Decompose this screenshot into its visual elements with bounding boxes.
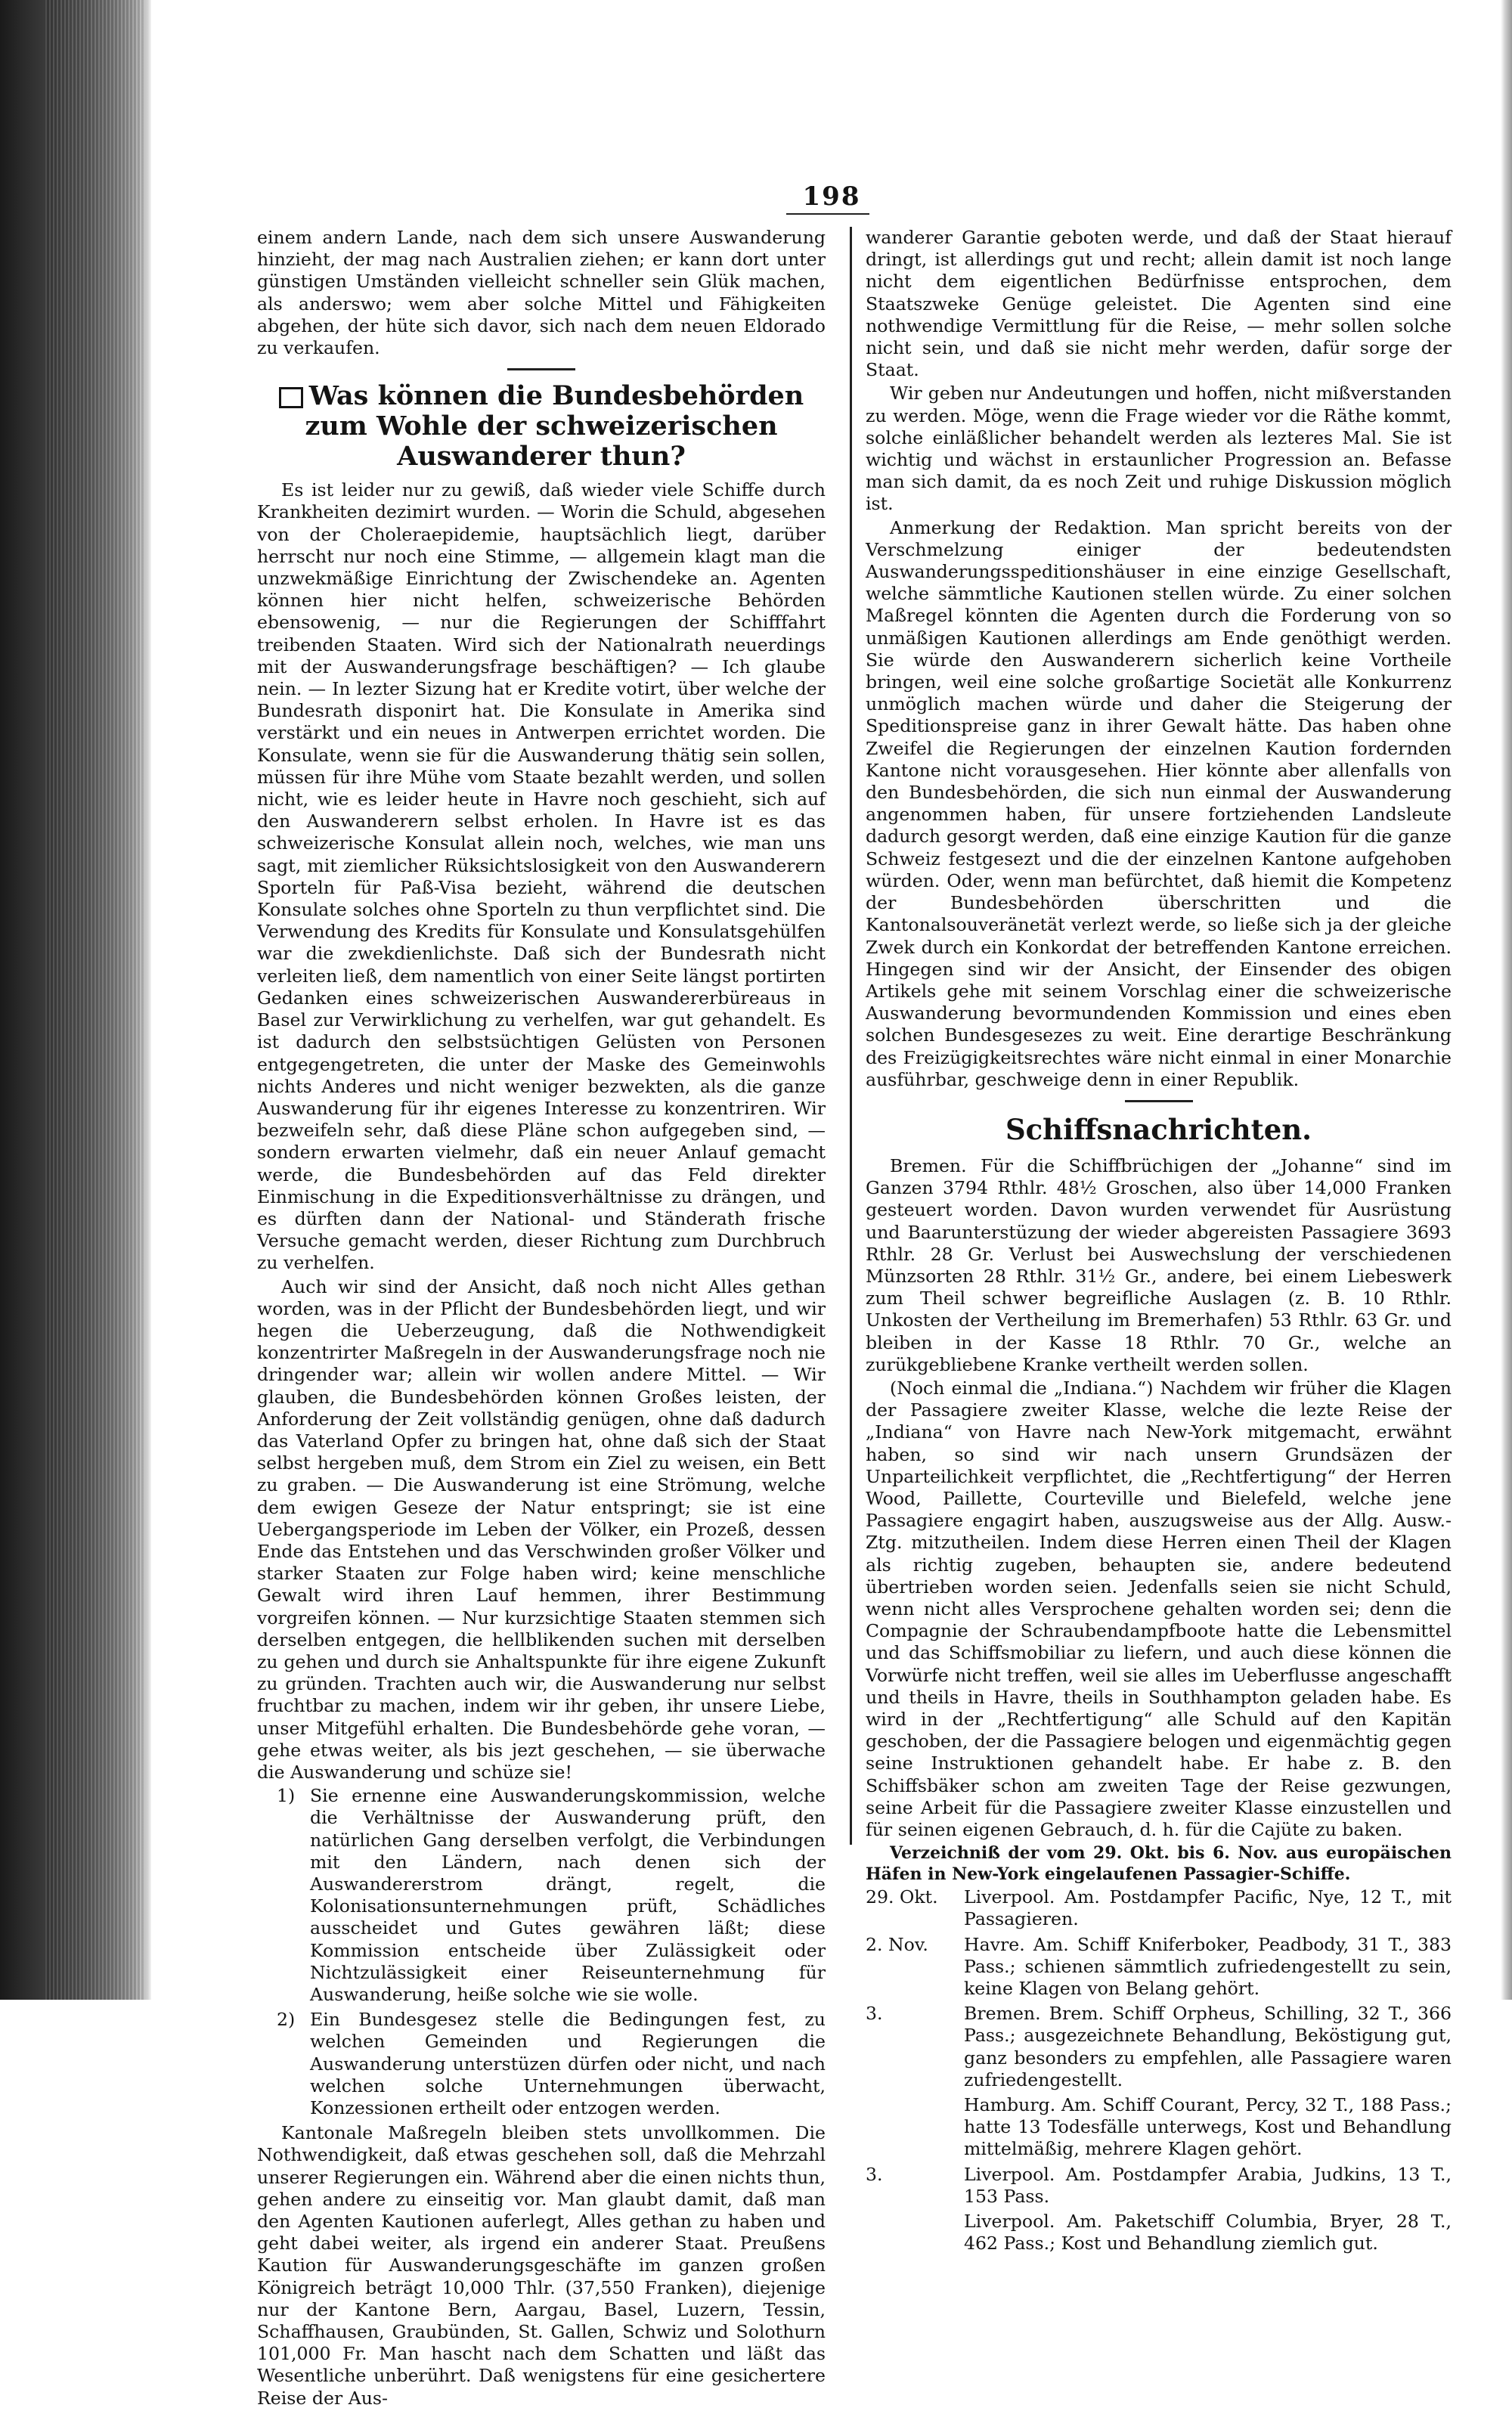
list-item (277, 1785, 826, 2006)
article-paragraph: Auch wir sind der Ansicht, daß noch nicht Alles gethan worden, was in der Pflicht der Bundesbehörden liegt, und wir hegen die Ueberzeugung, daß die Nothwendigkeit konzentrirter Maßregeln in der Auswanderungsfrage noch nie dringender war; allein wir wollen andere Mittel. — Wir glauben, die Bundesbehörden können Großes leisten, der Anforderung der Zeit vollständig genügen, ohne daß dadurch das Vaterland Opfer zu bringen hat, ohne daß sich der Staat selbst hergeben muß, dem Strom ein Ziel zu weisen, ein Bett zu graben. — Die Auswanderung ist eine Strömung, welche dem ewigen Geseze der Natur entspringt; sie ist eine Uebergangsperiode im Leben der Völker, ein Prozeß, dessen Ende das Entstehen und das Verschwinden großer Völker und starker Staaten zur Folge haben wird; keine menschliche Gewalt wird ihren Lauf hemmen, ihrer Bestimmung vorgreifen können. — Nur kurzsichtige Staaten stemmen sich derselben entgegen, die hellblikenden suchen mit derselben zu gehen und durch sie Anhaltspunkte für ihre eigene Zukunft zu gründen. Trachten auch wir, die Auswanderung nur selbst fruchtbar zu machen, indem wir ihr geben, ihr unsere Liebe, unser Mitgefühl erhalten. Die Bundesbehörde gehe voran, — gehe etwas weiter, als bis jezt geschehen, — sie überwache die Auswanderung und schüze sie! (257, 1275, 826, 1783)
page-number: 198 (802, 181, 861, 212)
article-paragraph: Es ist leider nur zu gewiß, daß wieder viele Schiffe durch Krankheiten dezimirt wurden. — Worin die Schuld, abgesehen von der Choleraepidemie, hauptsächlich liegt, darüber herrscht nur noch eine Stimme, — allgemein klagt man die unzwekmäßige Einrichtung der Zwischendeke an. Agenten können hier nicht helfen, schweizerische Behörden ebensowenig, — nur die Regierungen der Schifffahrt treibenden Staaten. Wird sich der Nationalrath neuerdings mit der Auswanderungsfrage beschäftigen? — Ich glaube nein. — In lezter Sizung hat er Kredite votirt, über welche der Bundesrath disponirt hat. Die Konsulate in Amerika sind verstärkt und ein neues in Antwerpen errichtet worden. Die Konsulate, wenn sie für die Auswanderung thätig sein sollen, müssen für ihre Mühe vom Staate bezahlt werden, und sollen nicht, wie es leider heute in Havre noch geschieht, sich auf den Auswanderern selbst erholen. In Havre ist es das schweizerische Konsulat allein noch, welches, wie man uns sagt, mit ziemlicher Rüksichtslosigkeit von den Auswanderern Sporteln für Paß-Visa bezieht, während die deutschen Konsulate solches ohne Sporteln zu thun verpflichtet sind. Die Verwendung des Kredits für Konsulate und Konsulatsgehülfen war die zwekdienlichste. Daß sich der Bundesrath nicht verleiten ließ, dem namentlich von einer Seite längst portirten Gedanken eines schweizerischen Auswandererbüreaus in Basel zur Verwirklichung zu verhelfen, war gut gehandelt. Es ist dadurch den selbstsüchtigen Gelüsten von Personen entgegengetreten, die unter der Maske des Gemeinwohls nichts Anderes und nicht weniger bezwekten, als die ganze Auswanderung für ihr eigenes Interesse zu konzentriren. Wir bezweifeln sehr, daß diese Pläne schon aufgegeben sind, — sondern erwarten vielmehr, daß ein neuer Anlauf gemacht werde, die Bundesbehörden auf das Feld direkter Einmischung in die Expeditionsverhältnisse zu drängen, und es dürften dann der National- und Ständerath frische Versuche gemacht werden, dieser Richtung zum Durchbruch zu verhelfen. (257, 479, 826, 1274)
page-edges (45, 0, 144, 2000)
news-paragraph: (Noch einmal die „Indiana.“) Nachdem wir früher die Klagen der Passagiere zweiter Klasse, welche die lezte Reise der „Indiana“ von Havre nach New-York mitgemacht, erwähnt haben, so sind wir nach unsern Grundsäzen der Unparteilichkeit verpflichtet, die „Rechtfertigung“ der Herren Wood, Paillette, Courteville und Bielefeld, welche jene Passagiere engagirt haben, auszugsweise aus der Allg. Ausw.-Ztg. mitzutheilen. Indem diese Herren einen Theil der Klagen als richtig zugeben, behaupten sie, andere bedeutend übertrieben worden seien. Jedenfalls seien sie nicht Schuld, wenn nicht alles Versprochene gehalten worden sei; denn die Compagnie der Schraubendampfboote hatte die Lebensmittel und das Schiffsmobiliar zu liefern, und auch diese können die Vorwürfe nicht treffen, weil sie alles im Ueberflusse angeschafft und theils in Havre, theils in Southhampton geladen habe. Es wird in der „Rechtfertigung“ alle Schuld auf den Kapitän geschoben, der die Passagiere belogen und eigenmächtig gegen seine Instruktionen gehandelt habe. Er habe z. B. den Schiffsbäker schon am zweiten Tage der Reise gezwungen, seine Arbeit für die Passagiere zweiter Klasse einzustellen und für seinen eigenen Gebrauch, d. h. für die Cajüte zu baken. (866, 1377, 1452, 1841)
ship-text: Bremen. Brem. Schiff Orpheus, Schilling, 32 T., 366 Pass.; ausgezeichnete Behandlung, Beköstigung gut, ganz besonders zu empfehlen, alle Passagiere waren zufriedengestellt. (964, 2003, 1452, 2090)
page-number-underline (786, 213, 869, 215)
checkbox-square-icon (279, 387, 303, 408)
ship-entry (866, 1934, 1452, 2000)
ship-date: 2. Nov. (866, 1933, 928, 1955)
right-column (866, 227, 1452, 2258)
closing-paragraph: Kantonale Maßregeln bleiben stets unvollkommen. Die Nothwendigkeit, daß etwas geschehen soll, daß die Mehrzahl unserer Regierungen ein. Während aber die einen nichts thun, gehen andere zu einseitig vor. Man glaubt damit, daß man den Agenten Kautionen auferlegt, Alles gethan zu haben und geht dabei weiter, als irgend ein anderer Staat. Preußens Kaution für Auswanderungsgeschäfte im ganzen großen Königreich beträgt 10,000 Thlr. (37,550 Franken), diejenige nur der Kantone Bern, Aargau, Basel, Luzern, Tessin, Schaffhausen, Graubünden, St. Gallen, Schwiz und Solothurn 101,000 Fr. Man hascht nach dem Schatten und läßt das Wesentliche unberührt. Daß wenigstens für eine gesichertere Reise der Aus- (257, 2122, 826, 2409)
ship-entry (866, 2164, 1452, 2208)
page-right-edge (1501, 0, 1512, 2000)
ship-date: 3. (866, 2003, 883, 2025)
book-spine-shadow (0, 0, 151, 2000)
list-item (277, 2009, 826, 2119)
intro-paragraph: einem andern Lande, nach dem sich unsere Auswanderung hinzieht, der mag nach Australien ziehen; er kann dort unter günstigen Umständen vielleicht schneller sein Glük machen, als anderswo; wem aber solche Mittel und Fähigkeiten abgehen, der hüte sich davor, sich nach dem neuen Eldorado zu verkaufen. (257, 227, 826, 359)
section-separator (507, 368, 575, 370)
headline-text: Was können die Bundesbehörden zum Wohle der schweizerischen Auswanderer thun? (305, 380, 804, 473)
article-paragraph: Wir geben nur Andeutungen und hoffen, nicht mißverstanden zu werden. Möge, wenn die Frage wieder vor die Räthe kommt, solche einläßlicher behandelt werden als lezteres Mal. Sie ist wichtig und wächst in erstaunlicher Progression an. Befasse man sich damit, da es noch Zeit und ruhige Diskussion möglich ist. (866, 383, 1452, 515)
section-title: Schiffsnachrichten. (1005, 1112, 1312, 1146)
ship-list (866, 1886, 1452, 2255)
ship-text: Havre. Am. Schiff Kniferboker, Peadbody, 31 T., 383 Pass.; schienen sämmtlich zufriedengestellt zu sein, keine Klagen von Belang gehört. (964, 1933, 1452, 2000)
left-column (257, 227, 826, 2411)
proposal-list (257, 1785, 826, 2119)
ship-text: Hamburg. Am. Schiff Courant, Percy, 32 T., 188 Pass.; hatte 13 Todesfälle unterwegs, Kost und Behandlung mittelmäßig, mehrere Klagen gehört. (964, 2094, 1452, 2160)
editorial-note: Anmerkung der Redaktion. Man spricht bereits von der Verschmelzung einiger der bedeutendsten Auswanderungsspeditionshäuser in eine einzige Gesellschaft, welche sämmtliche Kautionen stellen würde. Zu einer solchen Maßregel könnten die Agenten durch die Forderung von so unmäßigen Kautionen allerdings am Ende genöthigt werden. Sie würde den Auswanderern sicherlich keine Vortheile bringen, weil eine solche großartige Societät alle Konkurrenz unmöglich machen würde und daher die Steigerung der Speditionspreise ganz in ihrer Gewalt hätte. Das haben ohne Zweifel die Regierungen der einzelnen Kaution fordernden Kantone nicht vorausgesehen. Hier könnte aber allenfalls von den Bundesbehörden, die sich nun einmal der Auswanderung angenommen haben, für unsere fortziehenden Landsleute dadurch gesorgt werden, daß eine einzige Kaution für die ganze Schweiz festgesezt und die der einzelnen Kantone aufgehoben würden. Oder, wenn man befürchtet, daß hiemit die Kompetenz der Bundesbehörden überschritten und die Kantonalsouveränetät verlezt werde, so ließe sich ja der gleiche Zwek durch ein Konkordat der betreffenden Kantone erreichen. Hingegen sind wir der Ansicht, der Einsender des obigen Artikels gehe mit seinem Vorschlag einer die schweizerische Auswanderung bevormundenden Kommission und eines eben solchen Bundesgesezes zu weit. Eine derartige Beschränkung des Freizügigkeitsrechtes wäre nicht einmal in einer Monarchie ausführbar, geschweige denn in einer Republik. (866, 516, 1452, 1090)
ship-date: 3. (866, 2163, 883, 2185)
ship-entry (866, 2211, 1452, 2255)
list-number: 2) (277, 2009, 296, 2031)
list-text: Ein Bundesgesez stelle die Bedingungen fest, zu welchen Gemeinden und Regierungen die Auswanderung unterstüzen dürfen oder nicht, und nach welchen solche Unternehmungen überwacht, Konzessionen ertheilt oder entzogen werden. (310, 2009, 826, 2119)
article-headline (257, 381, 826, 472)
column-divider (850, 227, 852, 1845)
list-text: Sie ernenne eine Auswanderungskommission, welche die Verhältnisse der Auswanderung prüft, den natürlichen Gang derselben verfolgt, die Verbindungen mit den Ländern, nach denen sich der Auswandererstrom drängt, regelt, die Kolonisationsunternehmungen prüft, Schädliches ausscheidet und Gutes gewähren läßt; diese Kommission entscheide über Zulässigkeit oder Nichtzulässigkeit einer Reiseunternehmung für Auswanderung, heiße solche wie sie wolle. (310, 1785, 826, 2006)
ship-text: Liverpool. Am. Postdampfer Pacific, Nye, 12 T., mit Passagieren. (964, 1886, 1452, 1930)
ship-entry (866, 2003, 1452, 2091)
ship-text: Liverpool. Am. Postdampfer Arabia, Judkins, 13 T., 153 Pass. (964, 2163, 1452, 2207)
section-separator (1125, 1100, 1193, 1102)
news-paragraph: Bremen. Für die Schiffbrüchigen der „Johanne“ sind im Ganzen 3794 Rthlr. 48½ Groschen, also über 14,000 Franken gesteuert worden. Davon wurden verwendet für Ausrüstung und Baarunterstüzung der wieder abgereisten Passagiere 3693 Rthlr. 28 Gr. Verlust bei Auswechslung der verschiedenen Münzsorten 28 Rthlr. 31½ Gr., andere, bei einem Liebeswerk zum Theil schwer begreifliche Auslagen (z. B. 10 Rthlr. Unkosten der Vertheilung im Bremerhafen) 53 Rthlr. 63 Gr. und bleiben in der Kasse 18 Rthlr. 70 Gr., welche an zurükgebliebene Kranke vertheilt werden sollen. (866, 1154, 1452, 1375)
ship-entry (866, 1886, 1452, 1930)
ship-date: 29. Okt. (866, 1886, 938, 1908)
ship-entry (866, 2094, 1452, 2161)
article-continuation: wanderer Garantie geboten werde, und daß der Staat hierauf dringt, ist allerdings gut und recht; allein damit ist noch lange nicht dem eigentlichen Bedürfnisse entsprochen, dem Staatszweke Genüge geleistet. Die Agenten sind eine nothwendige Vermittlung für die Reise, — mehr sollen solche nicht sein, und daß sie nicht mehr werden, dafür sorge der Staat. (866, 227, 1452, 381)
ship-list-heading: Verzeichniß der vom 29. Okt. bis 6. Nov. aus europäischen Häfen in New-York eingelaufenen Passagier-Schiffe. (866, 1843, 1452, 1885)
ship-text: Liverpool. Am. Paketschiff Columbia, Bryer, 28 T., 462 Pass.; Kost und Behandlung ziemlich gut. (964, 2211, 1452, 2255)
list-number: 1) (277, 1785, 296, 1807)
